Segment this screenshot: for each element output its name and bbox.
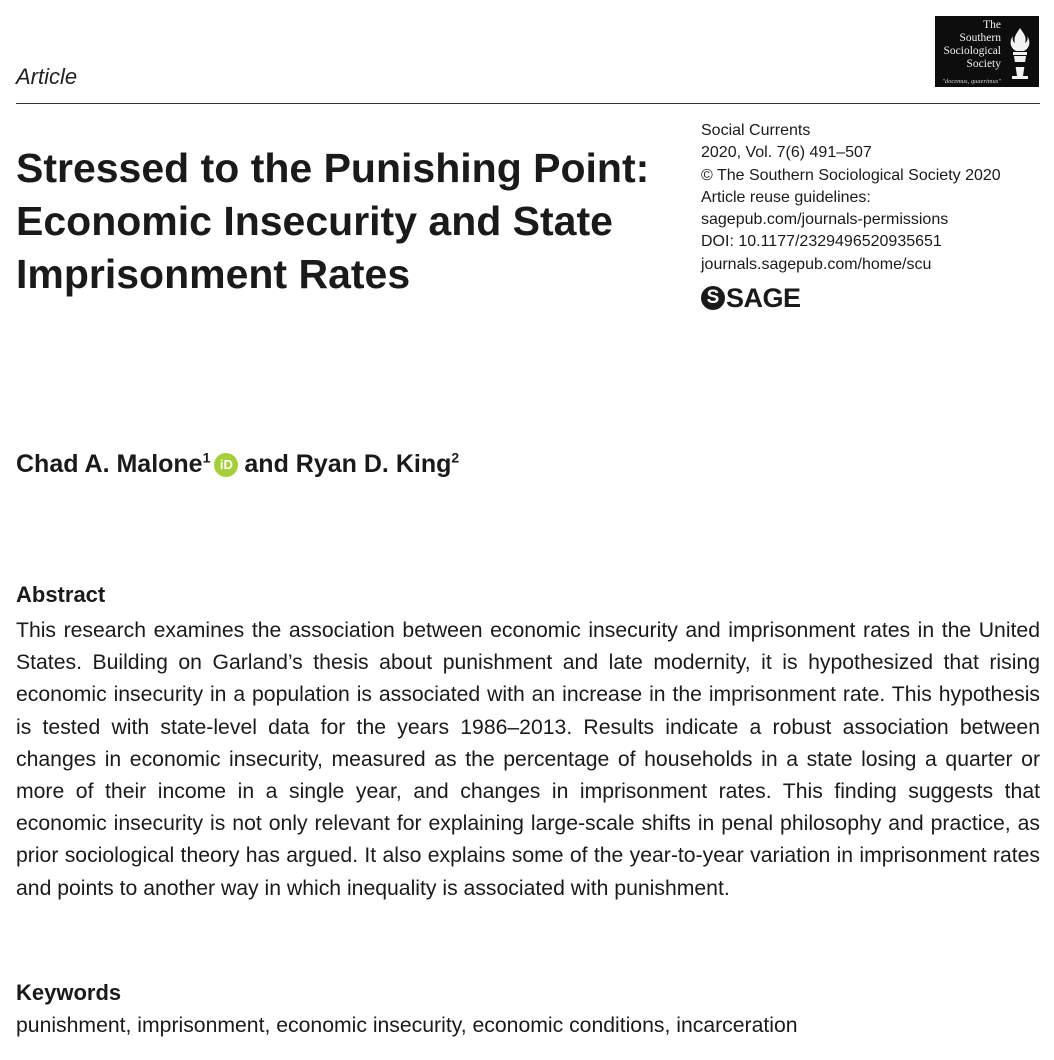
volume-info: 2020, Vol. 7(6) 491–507 xyxy=(701,144,872,162)
society-logo-text xyxy=(944,19,1002,71)
author-connector: and xyxy=(244,450,289,478)
torch-icon xyxy=(1005,26,1035,81)
article-type-label: Article xyxy=(16,64,78,89)
reuse-guidelines-label: Article reuse guidelines: xyxy=(701,188,871,206)
abstract-heading: Abstract xyxy=(16,582,106,607)
journal-url[interactable]: journals.sagepub.com/home/scu xyxy=(701,255,932,273)
affiliation-marker: 2 xyxy=(451,449,460,466)
keywords-text: punishment, imprisonment, economic insecurity, economic conditions, incarceration xyxy=(16,1014,798,1037)
header-divider xyxy=(16,103,1040,104)
sage-logo xyxy=(701,283,801,313)
author-name: Ryan D. King xyxy=(295,450,452,478)
doi[interactable]: DOI: 10.1177/2329496520935651 xyxy=(701,233,942,251)
society-motto: "docemus, quaerimus" xyxy=(942,78,1001,85)
permissions-link[interactable]: sagepub.com/journals-permissions xyxy=(701,211,949,229)
society-logo-line: Southern xyxy=(959,32,1001,44)
sage-mark-icon: S xyxy=(701,286,725,310)
sage-wordmark: SAGE xyxy=(726,282,801,313)
society-logo-line: The xyxy=(983,19,1001,31)
society-logo-line: Society xyxy=(966,58,1001,70)
keywords-heading: Keywords xyxy=(16,980,122,1005)
author-list xyxy=(16,450,459,479)
journal-metadata xyxy=(701,120,1001,276)
copyright-line: © The Southern Sociological Society 2020 xyxy=(701,166,1001,184)
society-logo xyxy=(935,16,1039,87)
society-logo-line: Sociological xyxy=(943,45,1001,57)
author-name: Chad A. Malone xyxy=(16,450,203,478)
orcid-icon[interactable]: iD xyxy=(214,453,238,477)
abstract-text: This research examines the association between economic insecurity and imprisonment rates in the United States. Building on Garland’s thesis about punishment and late modernity, it is hypothesized that rising economic insecurity in a population is associated with an increase in the imprisonment rate. This hypothesis is tested with state-level data for the years 1986–2013. Results indicate a robust association between changes in economic insecurity, measured as the percentage of households in a state losing a quarter or more of their income in a single year, and changes in imprisonment rates. This finding suggests that economic insecurity is not only relevant for explaining large-scale shifts in penal philosophy and practice, as prior sociological theory has argued. It also explains some of the year-to-year variation in imprisonment rates and points to another way in which inequality is associated with punishment. xyxy=(16,619,1040,900)
journal-name: Social Currents xyxy=(701,122,811,139)
article-title: Stressed to the Punishing Point: Economic Insecurity and State Imprisonment Rates xyxy=(16,145,650,297)
affiliation-marker: 1 xyxy=(202,449,211,466)
